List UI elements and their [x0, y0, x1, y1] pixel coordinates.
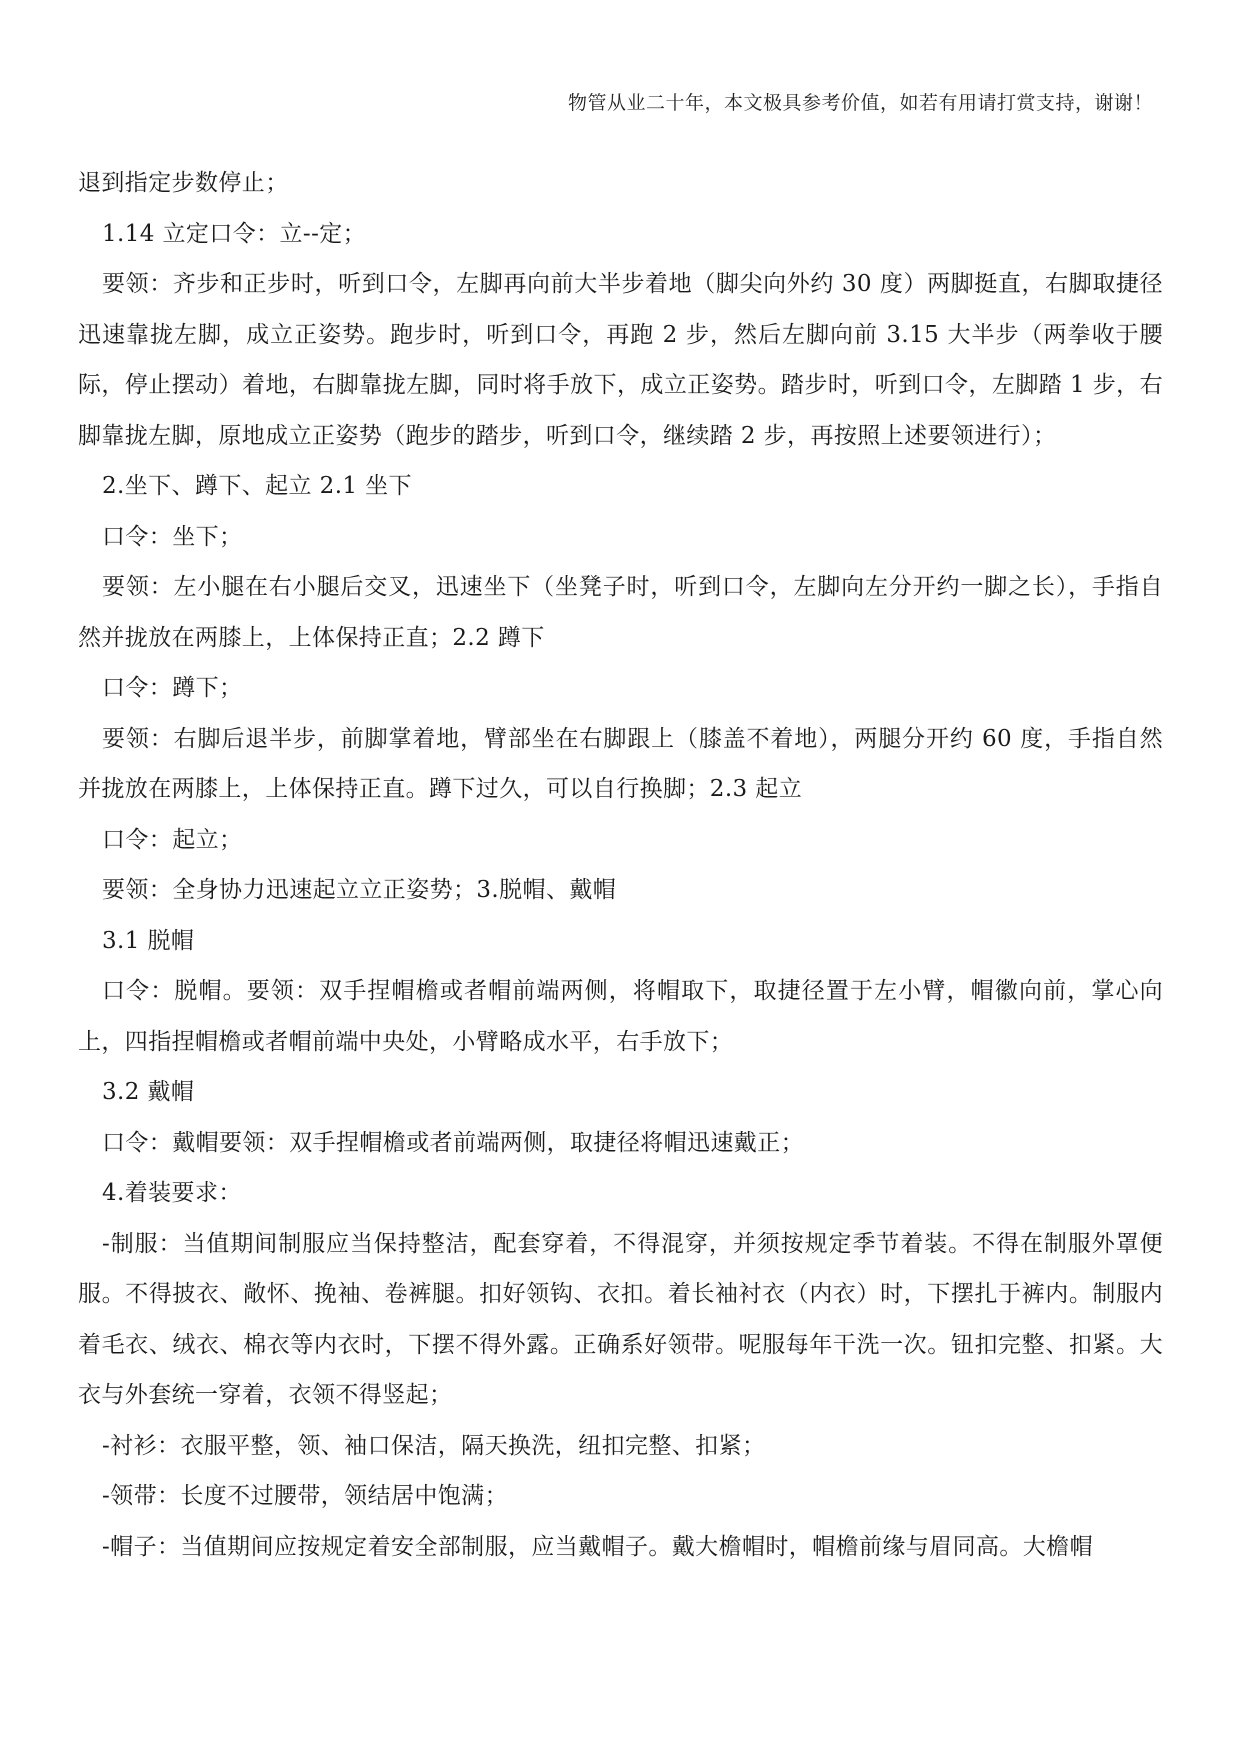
paragraph: 口令：戴帽要领：双手捏帽檐或者前端两侧，取捷径将帽迅速戴正；	[102, 1129, 804, 1156]
paragraph: 要领：全身协力迅速起立立正姿势；3.脱帽、戴帽	[102, 877, 617, 903]
paragraph: -帽子：当值期间应按规定着安全部制服，应当戴帽子。戴大檐帽时，帽檐前缘与眉同高。大檐帽	[102, 1533, 1093, 1560]
paragraph: -领带：长度不过腰带，领结居中饱满；	[102, 1483, 508, 1509]
paragraph: 要领：齐步和正步时，听到口令，左脚再向前大半步着地（脚尖向外约 30 度）两脚挺直，右脚取捷径迅速靠拢左脚，成立正姿势。跑步时，听到口令，再跑 2 步，然后左脚向前 3.15 大半步（两拳收于腰际，停止摆动）着地，右脚靠拢左脚，同时将手放下，成立正姿势。踏步时，听到口令，左脚踏 1 步，右脚靠拢左脚，原地成立正姿势（跑步的踏步，听到口令，继续踏 2 步，再按照上述要领进行）；	[78, 271, 1163, 449]
header-note: 物管从业二十年，本文极具参考价值，如若有用请打赏支持，谢谢！	[567, 92, 1153, 114]
paragraph: 要领：左小腿在右小腿后交叉，迅速坐下（坐凳子时，听到口令，左脚向左分开约一脚之长），手指自然并拢放在两膝上，上体保持正直；2.2 蹲下	[78, 574, 1163, 651]
paragraph: 4.着装要求：	[102, 1180, 242, 1206]
paragraph: 口令：起立；	[102, 826, 243, 853]
paragraph: -制服：当值期间制服应当保持整洁，配套穿着，不得混穿，并须按规定季节着装。不得在制服外罩便服。不得披衣、敞怀、挽袖、卷裤腿。扣好领钩、衣扣。着长袖衬衣（内衣）时，下摆扎于裤内。制服内着毛衣、绒衣、棉衣等内衣时，下摆不得外露。正确系好领带。呢服每年干洗一次。钮扣完整、扣紧。大衣与外套统一穿着，衣领不得竖起；	[78, 1230, 1163, 1408]
paragraph: 3.2 戴帽	[102, 1079, 195, 1105]
paragraph: 口令：坐下；	[102, 523, 243, 550]
paragraph: 退到指定步数停止；	[78, 170, 289, 196]
paragraph: 口令：蹲下；	[102, 675, 243, 701]
paragraph: 1.14 立定口令：立--定；	[102, 220, 367, 247]
paragraph: 要领：右脚后退半步，前脚掌着地，臂部坐在右脚跟上（膝盖不着地），两腿分开约 60 度，手指自然并拢放在两膝上，上体保持正直。蹲下过久，可以自行换脚；2.3 起立	[78, 725, 1163, 802]
document-body	[78, 158, 1163, 1572]
paragraph: 2.坐下、蹲下、起立 2.1 坐下	[102, 473, 412, 499]
paragraph: 口令：脱帽。要领：双手捏帽檐或者帽前端两侧，将帽取下，取捷径置于左小臂，帽徽向前，掌心向上，四指捏帽檐或者帽前端中央处，小臂略成水平，右手放下；	[78, 978, 1163, 1055]
paragraph: 3.1 脱帽	[102, 927, 195, 954]
paragraph: -衬衫：衣服平整，领、袖口保洁，隔天换洗，纽扣完整、扣紧；	[102, 1432, 766, 1459]
